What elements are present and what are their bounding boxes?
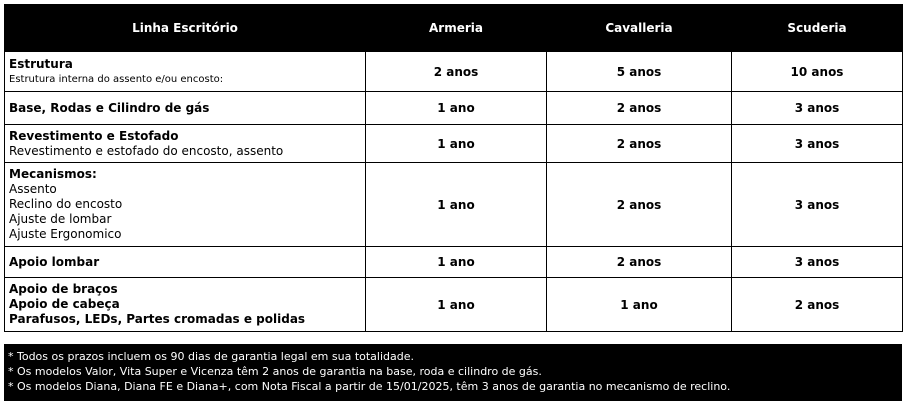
value-cell-cavalleria: 2 anos [547,92,732,125]
row-label-line: Ajuste Ergonomico [9,227,122,241]
header-line-column: Linha Escritório [5,5,366,52]
value-cell-armeria: 1 ano [366,125,547,163]
table-body [5,52,903,332]
footnote-2: * Os modelos Valor, Vita Super e Vicenza têm 2 anos de garantia na base, roda e cilindro de gás. [8,365,542,378]
row-label-line: Apoio de cabeça [9,297,120,311]
row-label-cell [5,125,366,163]
row-label-cell [5,52,366,92]
row-label-line: Parafusos, LEDs, Partes cromadas e polidas [9,312,306,326]
footnote-1: * Todos os prazos incluem os 90 dias de garantia legal em sua totalidade. [8,350,415,363]
value-cell-armeria: 1 ano [366,278,547,332]
warranty-table-container [4,4,902,332]
value-cell-scuderia: 3 anos [732,163,903,247]
table-header-row [5,5,903,52]
value-cell-cavalleria: 2 anos [547,163,732,247]
header-scuderia: Scuderia [732,5,903,52]
row-label-line: Assento [9,182,57,196]
table-row [5,52,903,92]
row-label-line: Apoio de braços [9,282,118,296]
row-label-line: Revestimento e estofado do encosto, assento [9,143,284,158]
warranty-table [4,4,903,332]
row-label-line: Estrutura interna do assento e/ou encosto: [9,73,224,85]
value-cell-armeria: 1 ano [366,92,547,125]
row-label-line: Ajuste de lombar [9,212,112,226]
value-cell-scuderia: 10 anos [732,52,903,92]
value-cell-scuderia: 3 anos [732,247,903,278]
table-row [5,163,903,247]
value-cell-cavalleria: 1 ano [547,278,732,332]
value-cell-armeria: 2 anos [366,52,547,92]
value-cell-scuderia: 3 anos [732,92,903,125]
table-row [5,247,903,278]
row-label-line: Reclino do encosto [9,197,123,211]
footnotes-box [4,344,902,401]
value-cell-cavalleria: 5 anos [547,52,732,92]
row-label-line: Apoio lombar [9,254,100,269]
value-cell-cavalleria: 2 anos [547,247,732,278]
header-armeria: Armeria [366,5,547,52]
footnote-3: * Os modelos Diana, Diana FE e Diana+, com Nota Fiscal a partir de 15/01/2025, têm 3 anos de garantia no mecanismo de reclino. [8,380,731,393]
table-row [5,92,903,125]
row-label-line: Revestimento e Estofado [9,128,179,143]
value-cell-armeria: 1 ano [366,247,547,278]
row-label-line: Estrutura [9,56,73,71]
row-label-cell [5,278,366,332]
table-row [5,278,903,332]
header-cavalleria: Cavalleria [547,5,732,52]
value-cell-scuderia: 2 anos [732,278,903,332]
row-label-cell [5,247,366,278]
row-label-cell [5,92,366,125]
value-cell-armeria: 1 ano [366,163,547,247]
row-label-cell [5,163,366,247]
row-label-line: Base, Rodas e Cilindro de gás [9,100,210,115]
table-row [5,125,903,163]
value-cell-scuderia: 3 anos [732,125,903,163]
value-cell-cavalleria: 2 anos [547,125,732,163]
row-label-line: Mecanismos: [9,167,97,181]
